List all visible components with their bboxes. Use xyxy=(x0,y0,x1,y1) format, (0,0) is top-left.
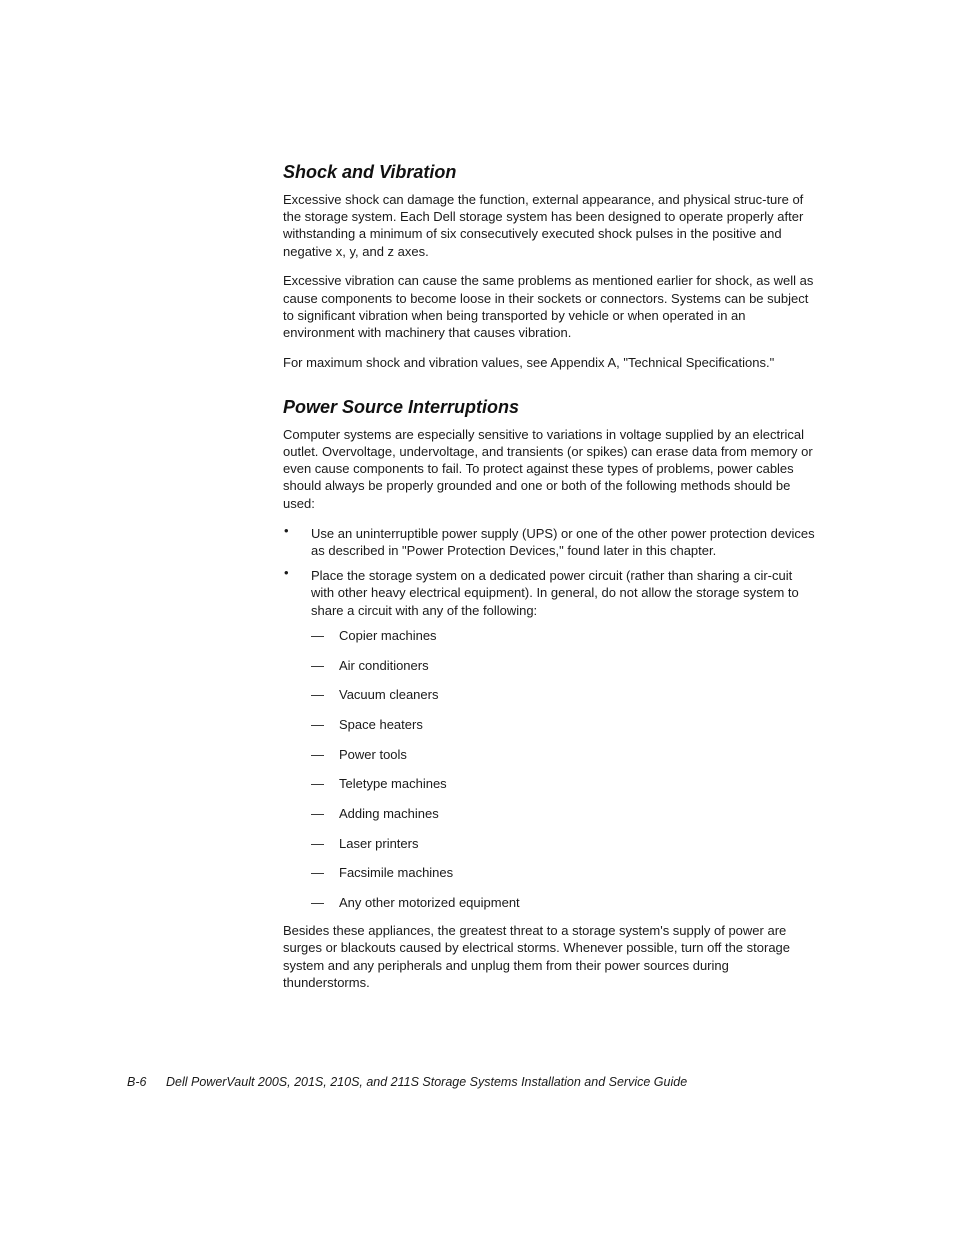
appliance-label: Power tools xyxy=(339,746,407,762)
appliance-label: Laser printers xyxy=(339,835,419,851)
dash-symbol: — xyxy=(311,805,324,821)
bullet-list xyxy=(283,522,815,911)
bullet-symbol: • xyxy=(284,565,289,581)
bullet-item xyxy=(283,567,815,911)
appliance-label: Adding machines xyxy=(339,805,439,821)
appliance-item xyxy=(311,716,815,733)
appliance-list xyxy=(311,627,815,911)
bullet-text: Place the storage system on a dedicated power circuit (rather than sharing a cir-cuit with other heavy electrical equipment). In general, do not allow the storage system to share a circuit with any of the following: xyxy=(311,568,799,618)
appliance-item xyxy=(311,775,815,792)
bullet-text: Use an uninterruptible power supply (UPS) or one of the other power protection devices as described in "Power Protection Devices," found later in this chapter. xyxy=(311,525,815,559)
appliance-label: Air conditioners xyxy=(339,657,429,673)
appliance-label: Any other motorized equipment xyxy=(339,895,520,911)
section-shock-and-vibration xyxy=(283,160,815,371)
paragraph-power-closing: Besides these appliances, the greatest threat to a storage system's supply of power are surges or blackouts caused by electrical storms. Whenever possible, turn off the storage system and any peripherals and unplug them from their power sources during thunderstorms. xyxy=(283,923,791,990)
dash-symbol: — xyxy=(311,687,324,703)
page-footer xyxy=(127,1074,687,1090)
appliance-item xyxy=(311,835,815,852)
page-number: B-6 xyxy=(127,1075,147,1089)
dash-symbol: — xyxy=(311,895,324,911)
appliance-item xyxy=(311,746,815,763)
section-power-source-interruptions xyxy=(283,395,815,991)
appliance-item xyxy=(311,686,815,703)
paragraph-shock-3: For maximum shock and vibration values, see Appendix A, "Technical Specifications." xyxy=(283,354,775,370)
appliance-item xyxy=(311,627,815,644)
appliance-item xyxy=(311,657,815,674)
paragraph-shock-1: Excessive shock can damage the function, external appearance, and physical struc-ture of the storage system. Each Dell storage system has been designed to operate properly after withstanding a minimum of six consecutively executed shock pulses in the positive and negative x, y, and z axes. xyxy=(283,192,804,259)
appliance-label: Copier machines xyxy=(339,627,437,643)
section-heading-shock: Shock and Vibration xyxy=(283,162,457,182)
appliance-label: Vacuum cleaners xyxy=(339,687,439,703)
paragraph-power-intro: Computer systems are especially sensitive to variations in voltage supplied by an electrical outlet. Overvoltage, undervoltage, and transients (or spikes) can erase data from memory or even cause components to fail. To protect against these types of problems, power cables should always be properly grounded and one or both of the following methods should be used: xyxy=(283,426,813,511)
section-heading-power: Power Source Interruptions xyxy=(283,396,520,417)
appliance-item xyxy=(311,805,815,822)
appliance-item xyxy=(311,894,815,911)
appliance-label: Facsimile machines xyxy=(339,865,454,881)
appliance-label: Space heaters xyxy=(339,716,423,732)
dash-symbol: — xyxy=(311,627,324,643)
dash-symbol: — xyxy=(311,716,324,732)
bullet-item xyxy=(283,522,815,559)
dash-symbol: — xyxy=(311,835,324,851)
dash-symbol: — xyxy=(311,865,324,881)
paragraph-shock-2: Excessive vibration can cause the same problems as mentioned earlier for shock, as well as cause components to become loose in their sockets or connectors. Systems can be subject to significant vibration when being transported by vehicle or when operated in an environment with machinery that causes vibration. xyxy=(283,273,814,340)
appliance-item xyxy=(311,864,815,881)
dash-symbol: — xyxy=(311,776,324,792)
bullet-symbol: • xyxy=(284,522,289,538)
dash-symbol: — xyxy=(311,746,324,762)
dash-symbol: — xyxy=(311,657,324,673)
document-body xyxy=(283,160,815,991)
appliance-label: Teletype machines xyxy=(339,776,447,792)
footer-title: Dell PowerVault 200S, 201S, 210S, and 211S Storage Systems Installation and Service Guide xyxy=(166,1075,688,1089)
